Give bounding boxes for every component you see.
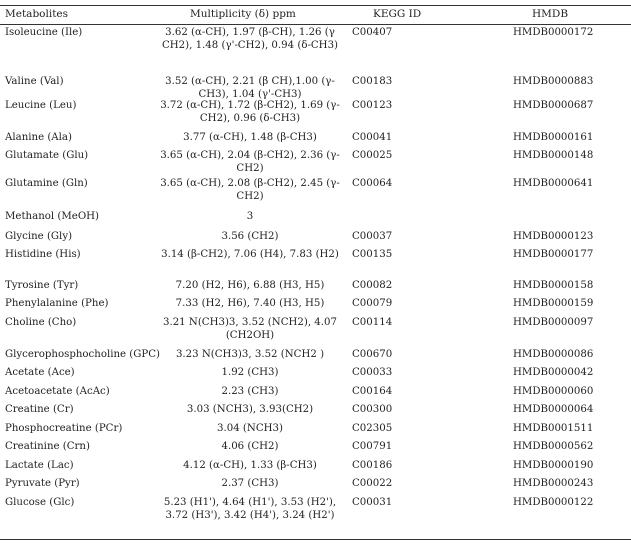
hmdb-id-cell: HMDB0000060 — [513, 386, 594, 397]
metabolite-cell: Glycerophosphocholine (GPC) — [5, 349, 161, 360]
kegg-id-cell: C00037 — [352, 231, 393, 242]
kegg-id-cell: C00031 — [352, 497, 393, 508]
multiplicity-cell: 7.20 (H2, H6), 6.88 (H3, H5) — [175, 280, 325, 291]
hmdb-id-cell: HMDB0000190 — [513, 460, 594, 471]
metabolite-cell: Methanol (MeOH) — [5, 211, 100, 222]
kegg-id-cell: C00025 — [352, 150, 393, 161]
metabolite-cell: Creatine (Cr) — [5, 404, 74, 415]
hmdb-id-cell: HMDB0000161 — [513, 132, 594, 143]
kegg-id-cell: C00064 — [352, 178, 393, 189]
multiplicity-cell: 3.21 N(CH3)3, 3.52 (NCH2), 4.07 (CH2OH) — [162, 317, 337, 341]
metabolite-cell: Glutamine (Gln) — [5, 178, 88, 189]
multiplicity-cell: 3.56 (CH2) — [221, 231, 279, 242]
header-hmdb: HMDB — [532, 8, 569, 20]
metabolite-cell: Acetate (Ace) — [5, 367, 75, 378]
metabolite-cell: Glucose (Glc) — [5, 497, 75, 508]
hmdb-id-cell: HMDB0000177 — [513, 249, 594, 260]
multiplicity-cell: 3.62 (α-CH), 1.97 (β-CH), 1.26 (γ CH2), 1.48 (γ'-CH2), 0.94 (δ-CH3) — [161, 27, 339, 51]
hmdb-id-cell: HMDB0000158 — [513, 280, 594, 291]
multiplicity-cell: 4.06 (CH2) — [221, 441, 279, 452]
hmdb-id-cell: HMDB0000064 — [513, 404, 594, 415]
metabolite-cell: Tyrosine (Tyr) — [5, 280, 79, 291]
metabolite-cell: Isoleucine (Ile) — [5, 27, 83, 38]
hmdb-id-cell: HMDB0000123 — [513, 231, 594, 242]
kegg-id-cell: C00123 — [352, 100, 393, 111]
metabolite-cell: Valine (Val) — [5, 76, 64, 87]
bottom-rule — [0, 539, 631, 540]
multiplicity-cell: 3.77 (α-CH), 1.48 (β-CH3) — [183, 132, 317, 143]
kegg-id-cell: C00183 — [352, 76, 393, 87]
multiplicity-cell: 3.03 (NCH3), 3.93(CH2) — [186, 404, 314, 415]
kegg-id-cell: C00082 — [352, 280, 393, 291]
metabolite-cell: Glycine (Gly) — [5, 231, 73, 242]
kegg-id-cell: C00033 — [352, 367, 393, 378]
multiplicity-cell: 5.23 (H1'), 4.64 (H1'), 3.53 (H2'), 3.72 (H3'), 3.42 (H4'), 3.24 (H2') — [163, 497, 337, 521]
metabolite-cell: Leucine (Leu) — [5, 100, 77, 111]
kegg-id-cell: C02305 — [352, 423, 393, 434]
multiplicity-cell: 2.23 (CH3) — [221, 386, 279, 397]
hmdb-id-cell: HMDB0000641 — [513, 178, 594, 189]
metabolite-cell: Histidine (His) — [5, 249, 81, 260]
header-kegg: KEGG ID — [373, 8, 422, 20]
hmdb-id-cell: HMDB0000086 — [513, 349, 594, 360]
top-rule — [0, 5, 631, 6]
kegg-id-cell: C00041 — [352, 132, 393, 143]
multiplicity-cell: 3.23 N(CH3)3, 3.52 (NCH2 ) — [175, 349, 325, 360]
hmdb-id-cell: HMDB0000148 — [513, 150, 594, 161]
multiplicity-cell: 3.72 (α-CH), 1.72 (β-CH2), 1.69 (γ-CH2), 0.96 (δ-CH3) — [160, 100, 340, 124]
hmdb-id-cell: HMDB0000159 — [513, 298, 594, 309]
multiplicity-cell: 2.37 (CH3) — [221, 478, 279, 489]
kegg-id-cell: C00079 — [352, 298, 393, 309]
metabolite-cell: Phenylalanine (Phe) — [5, 298, 109, 309]
hmdb-id-cell: HMDB0000562 — [513, 441, 594, 452]
kegg-id-cell: C00300 — [352, 404, 393, 415]
metabolite-cell: Lactate (Lac) — [5, 460, 74, 471]
multiplicity-cell: 3.65 (α-CH), 2.08 (β-CH2), 2.45 (γ-CH2) — [160, 178, 340, 202]
multiplicity-cell: 1.92 (CH3) — [221, 367, 279, 378]
hmdb-id-cell: HMDB0000687 — [513, 100, 594, 111]
multiplicity-cell: 3 — [246, 211, 254, 222]
metabolite-cell: Choline (Cho) — [5, 317, 77, 328]
kegg-id-cell: C00135 — [352, 249, 393, 260]
hmdb-id-cell: HMDB0000042 — [513, 367, 594, 378]
hmdb-id-cell: HMDB0000172 — [513, 27, 594, 38]
hmdb-id-cell: HMDB0000122 — [513, 497, 594, 508]
kegg-id-cell: C00407 — [352, 27, 393, 38]
kegg-id-cell: C00186 — [352, 460, 393, 471]
kegg-id-cell: C00791 — [352, 441, 393, 452]
metabolite-cell: Creatinine (Crn) — [5, 441, 90, 452]
header-multiplicity: Multiplicity (δ) ppm — [190, 8, 296, 20]
metabolite-cell: Phosphocreatine (PCr) — [5, 423, 123, 434]
hmdb-id-cell: HMDB0001511 — [513, 423, 594, 434]
multiplicity-cell: 3.04 (NCH3) — [217, 423, 283, 434]
hmdb-id-cell: HMDB0000097 — [513, 317, 594, 328]
hmdb-id-cell: HMDB0000883 — [513, 76, 594, 87]
header-metabolites: Metabolites — [5, 8, 69, 20]
kegg-id-cell: C00164 — [352, 386, 393, 397]
metabolite-cell: Alanine (Ala) — [5, 132, 72, 143]
kegg-id-cell: C00022 — [352, 478, 393, 489]
multiplicity-cell: 3.52 (α-CH), 2.21 (β CH),1.00 (γ-CH3), 1.04 (γ'-CH3) — [165, 76, 335, 100]
multiplicity-cell: 4.12 (α-CH), 1.33 (β-CH3) — [183, 460, 317, 471]
metabolite-cell: Pyruvate (Pyr) — [5, 478, 80, 489]
kegg-id-cell: C00670 — [352, 349, 393, 360]
multiplicity-cell: 7.33 (H2, H6), 7.40 (H3, H5) — [175, 298, 325, 309]
metabolite-cell: Acetoacetate (AcAc) — [5, 386, 110, 397]
metabolite-cell: Glutamate (Glu) — [5, 150, 89, 161]
kegg-id-cell: C00114 — [352, 317, 393, 328]
hmdb-id-cell: HMDB0000243 — [513, 478, 594, 489]
multiplicity-cell: 3.14 (β-CH2), 7.06 (H4), 7.83 (H2) — [161, 249, 339, 260]
multiplicity-cell: 3.65 (α-CH), 2.04 (β-CH2), 2.36 (γ-CH2) — [160, 150, 340, 174]
header-rule — [0, 24, 631, 25]
